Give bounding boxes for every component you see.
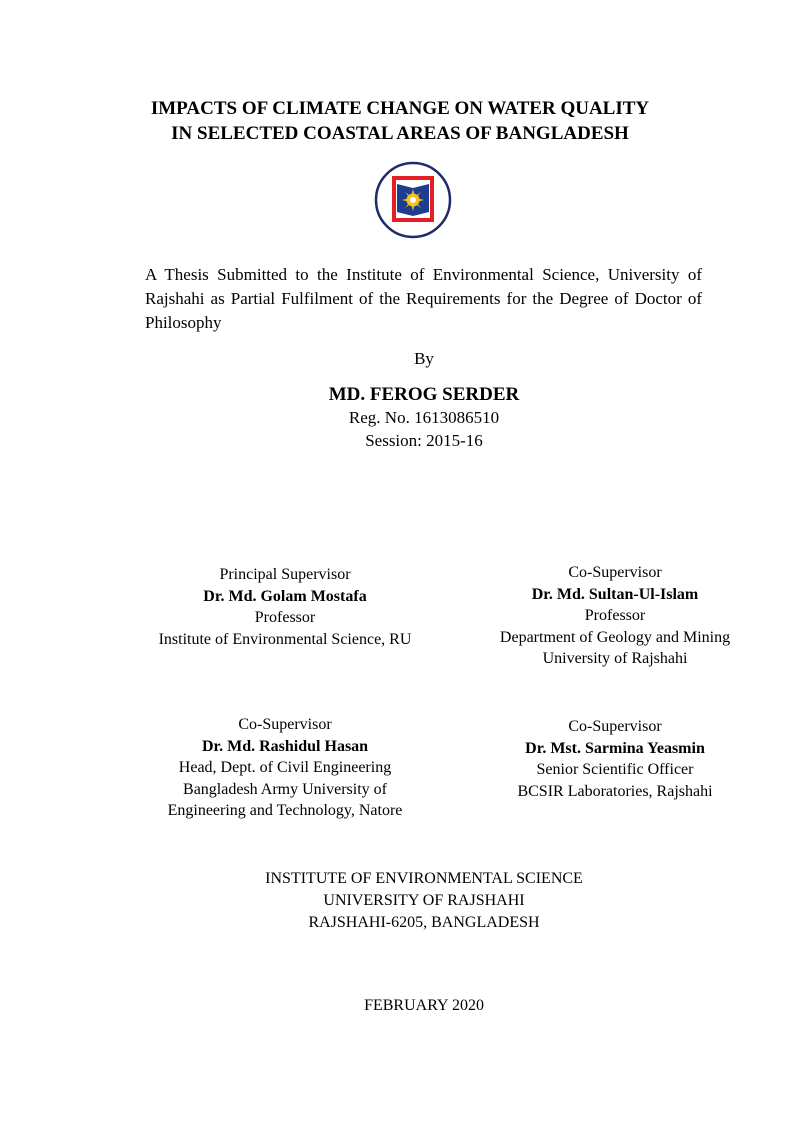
- institute-line: UNIVERSITY OF RAJSHAHI: [323, 892, 525, 909]
- supervisor-line: University of Rajshahi: [542, 650, 688, 667]
- co-supervisor-block-3: [470, 716, 760, 802]
- by-label: By: [414, 349, 434, 368]
- thesis-title-line-1: IMPACTS OF CLIMATE CHANGE ON WATER QUALITY: [150, 98, 650, 119]
- supervisor-role: Principal Supervisor: [219, 566, 351, 583]
- thesis-statement: A Thesis Submitted to the Institute of Environmental Science, University of Rajshahi as Partial Fulfilment of the Requirements for the Degree of Doctor of Philosophy: [145, 265, 702, 332]
- supervisor-line: Engineering and Technology, Natore: [167, 802, 403, 819]
- author-name: MD. FEROG SERDER: [328, 384, 520, 405]
- supervisor-line: Department of Geology and Mining: [499, 628, 731, 646]
- author-session: Session: 2015-16: [365, 431, 483, 450]
- thesis-title: [0, 96, 800, 146]
- supervisor-name: Dr. Mst. Sarmina Yeasmin: [525, 739, 705, 757]
- supervisor-name: Dr. Md. Golam Mostafa: [203, 587, 367, 605]
- supervisor-role: Co-Supervisor: [568, 718, 662, 735]
- supervisor-line: Head, Dept. of Civil Engineering: [178, 759, 392, 776]
- supervisor-role: Co-Supervisor: [238, 716, 332, 733]
- supervisor-line: BCSIR Laboratories, Rajshahi: [517, 782, 713, 800]
- institute-line: INSTITUTE OF ENVIRONMENTAL SCIENCE: [265, 870, 583, 887]
- supervisor-name: Dr. Md. Rashidul Hasan: [201, 737, 369, 755]
- institute-address: [0, 868, 800, 934]
- supervisor-line: Senior Scientific Officer: [536, 761, 694, 778]
- supervisor-role: Co-Supervisor: [568, 564, 662, 581]
- author-block: [0, 383, 800, 452]
- co-supervisor-block-1: [470, 562, 760, 670]
- principal-supervisor-block: [140, 564, 430, 650]
- supervisor-line: Professor: [254, 609, 316, 626]
- institute-line: RAJSHAHI-6205, BANGLADESH: [308, 914, 540, 931]
- submission-date: FEBRUARY 2020: [364, 997, 484, 1014]
- supervisor-line: Institute of Environmental Science, RU: [158, 630, 412, 648]
- co-supervisor-block-2: [140, 714, 430, 822]
- supervisor-line: Professor: [584, 607, 646, 624]
- thesis-title-line-2: IN SELECTED COASTAL AREAS OF BANGLADESH: [171, 123, 629, 144]
- supervisor-line: Bangladesh Army University of: [183, 780, 387, 798]
- university-seal-icon: [373, 160, 453, 240]
- author-reg-number: Reg. No. 1613086510: [348, 408, 500, 427]
- university-seal-graphic: [373, 160, 453, 240]
- supervisor-name: Dr. Md. Sultan-Ul-Islam: [531, 585, 699, 603]
